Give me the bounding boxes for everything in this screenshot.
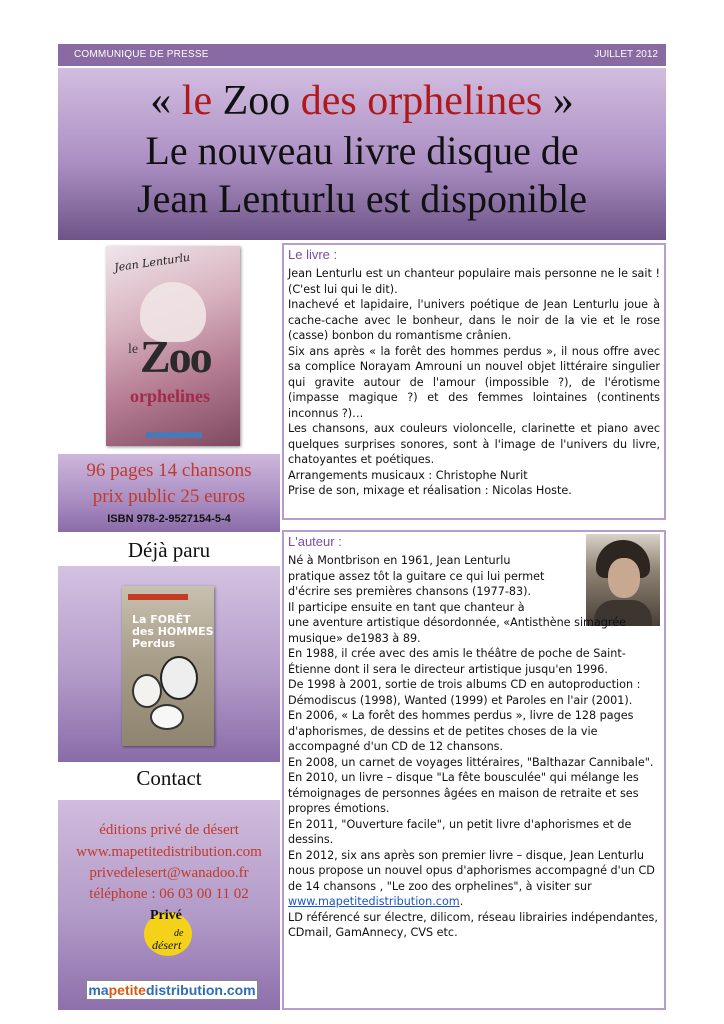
banner-part-3: distribution.com [145, 982, 256, 998]
mapetitedistribution-link[interactable]: www.mapetitedistribution.com [288, 895, 460, 908]
logo-text-3: désert [152, 938, 182, 952]
cover2-mask-2 [132, 674, 162, 708]
logo-text-2: de [174, 928, 184, 939]
title-line-1 [58, 76, 666, 126]
contact-website[interactable]: www.mapetitedistribution.com [76, 844, 262, 860]
auteur-body [288, 553, 660, 941]
cover2-title-3: Perdus [132, 637, 176, 650]
contact-email[interactable]: privedelesert@wanadoo.fr [89, 865, 249, 881]
title-le: le [181, 78, 223, 124]
auteur-paragraph-final: LD référencé sur électre, dilicom, réseau librairies indépendantes, CDmail, GamAnnecy, CVS etc. [288, 910, 658, 939]
previous-book-cover [122, 586, 214, 746]
header-left-label: COMMUNIQUE DE PRESSE [74, 49, 209, 60]
cover-le: le [128, 342, 139, 357]
title-zoo: Zoo [222, 78, 301, 124]
auteur-2012-end: . [459, 895, 464, 908]
book-cover-image [106, 246, 240, 446]
cover2-title-1: La FORÊT [132, 613, 191, 626]
livre-paragraph: Six ans après « la forêt des hommes perdus », il nous offre avec sa complice Norayam Amrouni un nouvel objet littéraire singulier qui gravite autour de l'amour (impossible ?), de l'érotisme (impasse magique ?) et des femmes lointaines (continents inconnus ?)… [288, 344, 660, 420]
auteur-2012-text: En 2012, six ans après son premier livre – disque, Jean Lenturlu nous propose un nouvel opus d'aphorismes accompagné d'un CD de 14 chansons , "Le zoo des orphelines", à visiter sur [288, 848, 655, 893]
prive-de-desert-logo [138, 906, 200, 956]
banner-part-2: petite [108, 982, 146, 998]
livre-paragraph: Jean Lenturlu est un chanteur populaire mais personne ne le sait ! (C'est lui qui le dit). [288, 267, 660, 296]
auteur-paragraph: En 2006, « La forêt des hommes perdus », livre de 128 pages d'aphorismes, de dessins et de petites choses de la vie accompagné d'un CD de 12 chansons. [288, 709, 634, 753]
logo-text-1: Privé [150, 908, 182, 923]
contact-box [58, 800, 280, 1010]
public-price: prix public 25 euros [92, 486, 246, 507]
cover-signature: Jean Lenturlu [113, 250, 191, 275]
livre-heading: Le livre : [288, 247, 338, 262]
cover2-title [132, 614, 214, 650]
title-line-2: Le nouveau livre disque de [145, 128, 579, 173]
cover2-mask-3 [150, 704, 184, 730]
header-strip [58, 44, 666, 66]
livre-paragraph: Les chansons, aux couleurs violoncelle, clarinette et piano avec quelques surprises sonores, sont à l'image de l'univers du livre, chatoyantes et poétiques. [288, 422, 660, 466]
auteur-paragraph: De 1998 à 2001, sortie de trois albums CD en autoproduction : Démodiscus (1998), Wanted (1999) et Paroles en l'air (2001). [288, 678, 641, 707]
header-date: JUILLET 2012 [594, 49, 658, 60]
banner-part-1: ma [88, 982, 109, 998]
contact-heading: Contact [136, 766, 202, 790]
auteur-heading: L'auteur : [288, 534, 342, 549]
auteur-paragraph-2012 [288, 848, 660, 910]
cover-publisher-strip [146, 432, 202, 438]
contact-phone: téléphone : 06 03 00 11 02 [89, 886, 249, 902]
title-line-3: Jean Lenturlu est disponible [137, 176, 587, 221]
contact-publisher: éditions privé de désert [99, 822, 239, 838]
cover2-mask-1 [160, 656, 198, 700]
title-des-orphelines: des orphelines [300, 78, 543, 124]
mapetitedistribution-banner[interactable] [86, 980, 258, 1000]
auteur-paragraph: En 1988, il crée avec des amis le théâtre de poche de Saint-Étienne dont il sera le directeur artistique jusqu'en 1996. [288, 647, 626, 676]
auteur-paragraph: En 2008, un carnet de voyages littéraires, "Balthazar Cannibale". [288, 755, 654, 769]
auteur-line: Né à Montbrison en 1961, Jean Lenturlu [288, 554, 511, 567]
isbn: ISBN 978-2-9527154-5-4 [107, 513, 231, 525]
livre-paragraph: Arrangements musicaux : Christophe Nurit [288, 468, 528, 482]
deja-paru-heading: Déjà paru [127, 538, 211, 562]
auteur-line: pratique assez tôt la guitare ce qui lui permet [288, 569, 545, 583]
deja-paru-box [58, 566, 280, 762]
book-info-box [58, 454, 280, 532]
livre-section [282, 243, 666, 520]
auteur-paragraph: En 2011, "Ouverture facile", un petit livre d'aphorismes et de dessins. [288, 817, 632, 846]
title-band [58, 68, 666, 240]
auteur-section [282, 530, 666, 1010]
cover2-top-band [128, 594, 188, 600]
auteur-paragraph: En 2010, un livre – disque "La fête bousculée" qui mélange les témoignages de personnes âgées en maison de retraite et ses propres émotions. [288, 771, 639, 815]
pages-songs: 96 pages 14 chansons [86, 460, 252, 481]
livre-body [288, 266, 660, 499]
title-quote-close: » [542, 78, 574, 124]
livre-paragraph: Inachevé et lapidaire, l'univers poétique de Jean Lenturlu joue à cache-cache avec le bonheur, dans le noir de la vie et le rose (casse) bonbon du romantisme crânien. [288, 298, 660, 342]
title-quote-open: « [150, 78, 182, 124]
cover2-title-2: des HOMMES [132, 625, 214, 638]
livre-paragraph: Prise de son, mixage et réalisation : Nicolas Hoste. [288, 484, 572, 497]
cover-orphelines: orphelines [130, 386, 211, 406]
auteur-paragraph: une aventure artistique désordonnée, «Antisthène simagrée musique» de1983 à 89. [288, 616, 627, 645]
cover-zoo-title: Zoo [140, 331, 211, 382]
auteur-line: Il participe ensuite en tant que chanteur à [288, 600, 525, 614]
auteur-line: d'écrire ses premières chansons (1977-83). [288, 585, 532, 598]
